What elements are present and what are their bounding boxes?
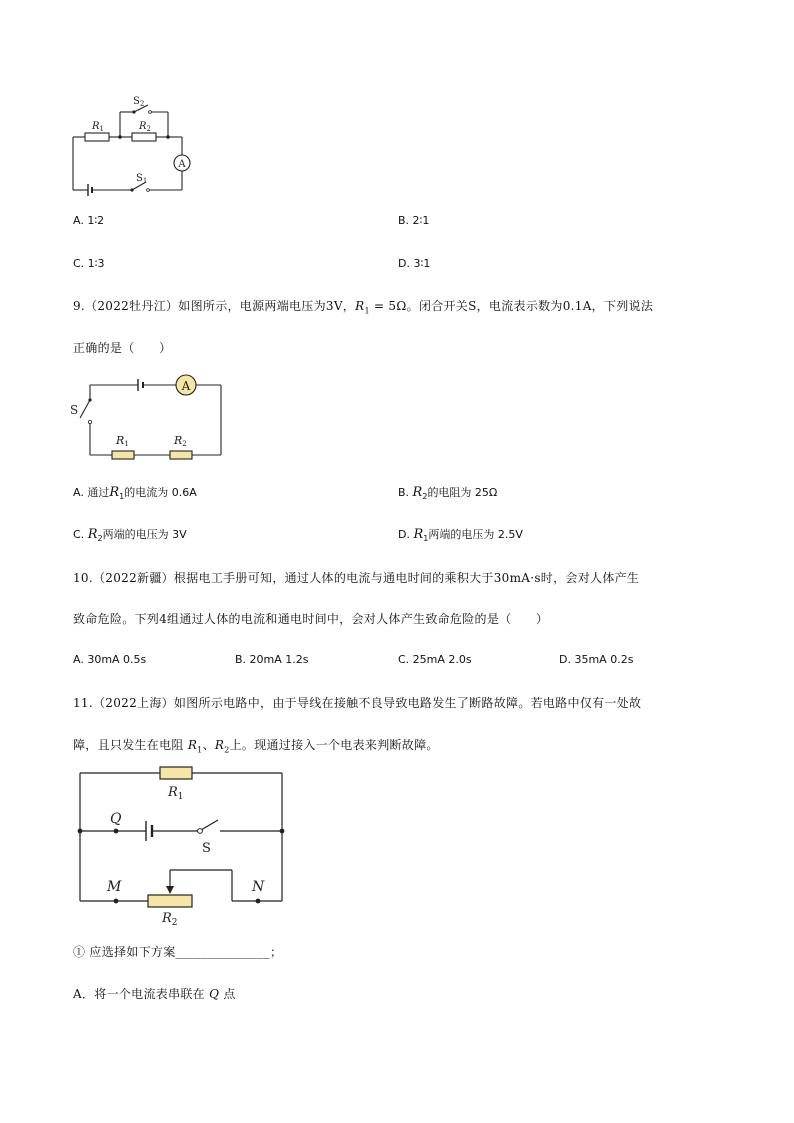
q11-r2-label: R (162, 911, 172, 926)
q11-sub-question-1: ① 应选择如下方案_______________； (73, 945, 283, 959)
q11-r2-resistor (148, 895, 192, 907)
q9-option-d: D. $R_1$两端的电压为 2.5V (398, 527, 523, 544)
q9-r1-resistor (112, 451, 134, 459)
q8-option-c: C. 1∶3 (73, 257, 105, 270)
q11-r1-label: R (168, 785, 178, 800)
svg-text:R2: $R_2$ (139, 121, 151, 133)
q8-option-b: B. 2∶1 (398, 214, 430, 227)
q11-s-label: S (202, 841, 211, 856)
q10-option-b: B. 20mA 1.2s (235, 653, 309, 666)
svg-text:R1: R1 (116, 434, 129, 448)
q10-stem-line2: 致命危险。下列4组通过人体的电流和通电时间中，会对人体产生致命危险的是（ ） (73, 612, 549, 626)
q11-q-label: Q (110, 811, 122, 827)
q10-option-c: C. 25mA 2.0s (398, 653, 472, 666)
svg-text:S1: $S_1$ (136, 173, 148, 185)
q9-s-label: S (70, 403, 79, 417)
q9-option-a: A. 通过$R_1$的电流为 0.6A (73, 485, 197, 502)
q9-circuit-diagram (66, 370, 236, 465)
svg-text:R1: $R_1$ (92, 121, 104, 133)
q8-r1-label: R (92, 121, 100, 132)
svg-text:A: A (181, 379, 191, 393)
q10-stem-line1: 10.（2022新疆）根据电工手册可知，通过人体的电流与通电时间的乘积大于30mA·s时，会对人体产生 (73, 571, 640, 585)
svg-text:R2: R2 (174, 434, 187, 448)
q10-option-d: D. 35mA 0.2s (559, 653, 634, 666)
q9-r2-resistor (170, 451, 192, 459)
q11-n-label: N (252, 879, 265, 895)
svg-text:R1: $R_1$ (168, 785, 184, 802)
q8-s1-label: S (136, 173, 143, 184)
q11-option-a: A．将一个电流表串联在 Q 点 (73, 987, 236, 1001)
q9-ammeter (176, 375, 196, 395)
q8-option-d: D. 3∶1 (398, 257, 431, 270)
q11-circuit-diagram (70, 762, 300, 927)
q11-stem-line1: 11.（2022上海）如图所示电路中，由于导线在接触不良导致电路发生了断路故障。若电路中仅有一处故 (73, 696, 642, 710)
q9-stem-line1: 9.（2022牡丹江）如图所示，电源两端电压为3V，$R_1 = 5\Omega$。闭合开关S，电流表示数为0.1A，下列说法 (73, 299, 654, 316)
q9-stem-line2: 正确的是（ ） (73, 341, 172, 355)
q8-r1-resistor (85, 133, 109, 141)
q8-s2-label: S (133, 96, 140, 107)
q8-ammeter (174, 155, 190, 171)
svg-text:A: A (178, 159, 186, 170)
q8-circuit-diagram (60, 92, 200, 202)
q9-r1-label: R (116, 434, 125, 447)
q8-r2-label: R (139, 121, 147, 132)
q10-option-a: A. 30mA 0.5s (73, 653, 147, 666)
q8-r2-resistor (132, 133, 156, 141)
q9-option-b: B. $R_2$的电阻为 25Ω (398, 485, 498, 502)
q9-option-c: C. $R_2$两端的电压为 3V (73, 527, 187, 544)
svg-text:S2: $S_2$ (133, 96, 145, 108)
q11-stem-line2: 障，且只发生在电阻 $R_1$、$R_2$上。现通过接入一个电表来判断故障。 (73, 738, 439, 755)
q11-r1-resistor (160, 767, 192, 779)
q8-option-a: A. 1∶2 (73, 214, 105, 227)
q9-r2-label: R (174, 434, 183, 447)
svg-text:R2: $R_2$ (162, 911, 178, 927)
q11-m-label: M (107, 879, 122, 895)
